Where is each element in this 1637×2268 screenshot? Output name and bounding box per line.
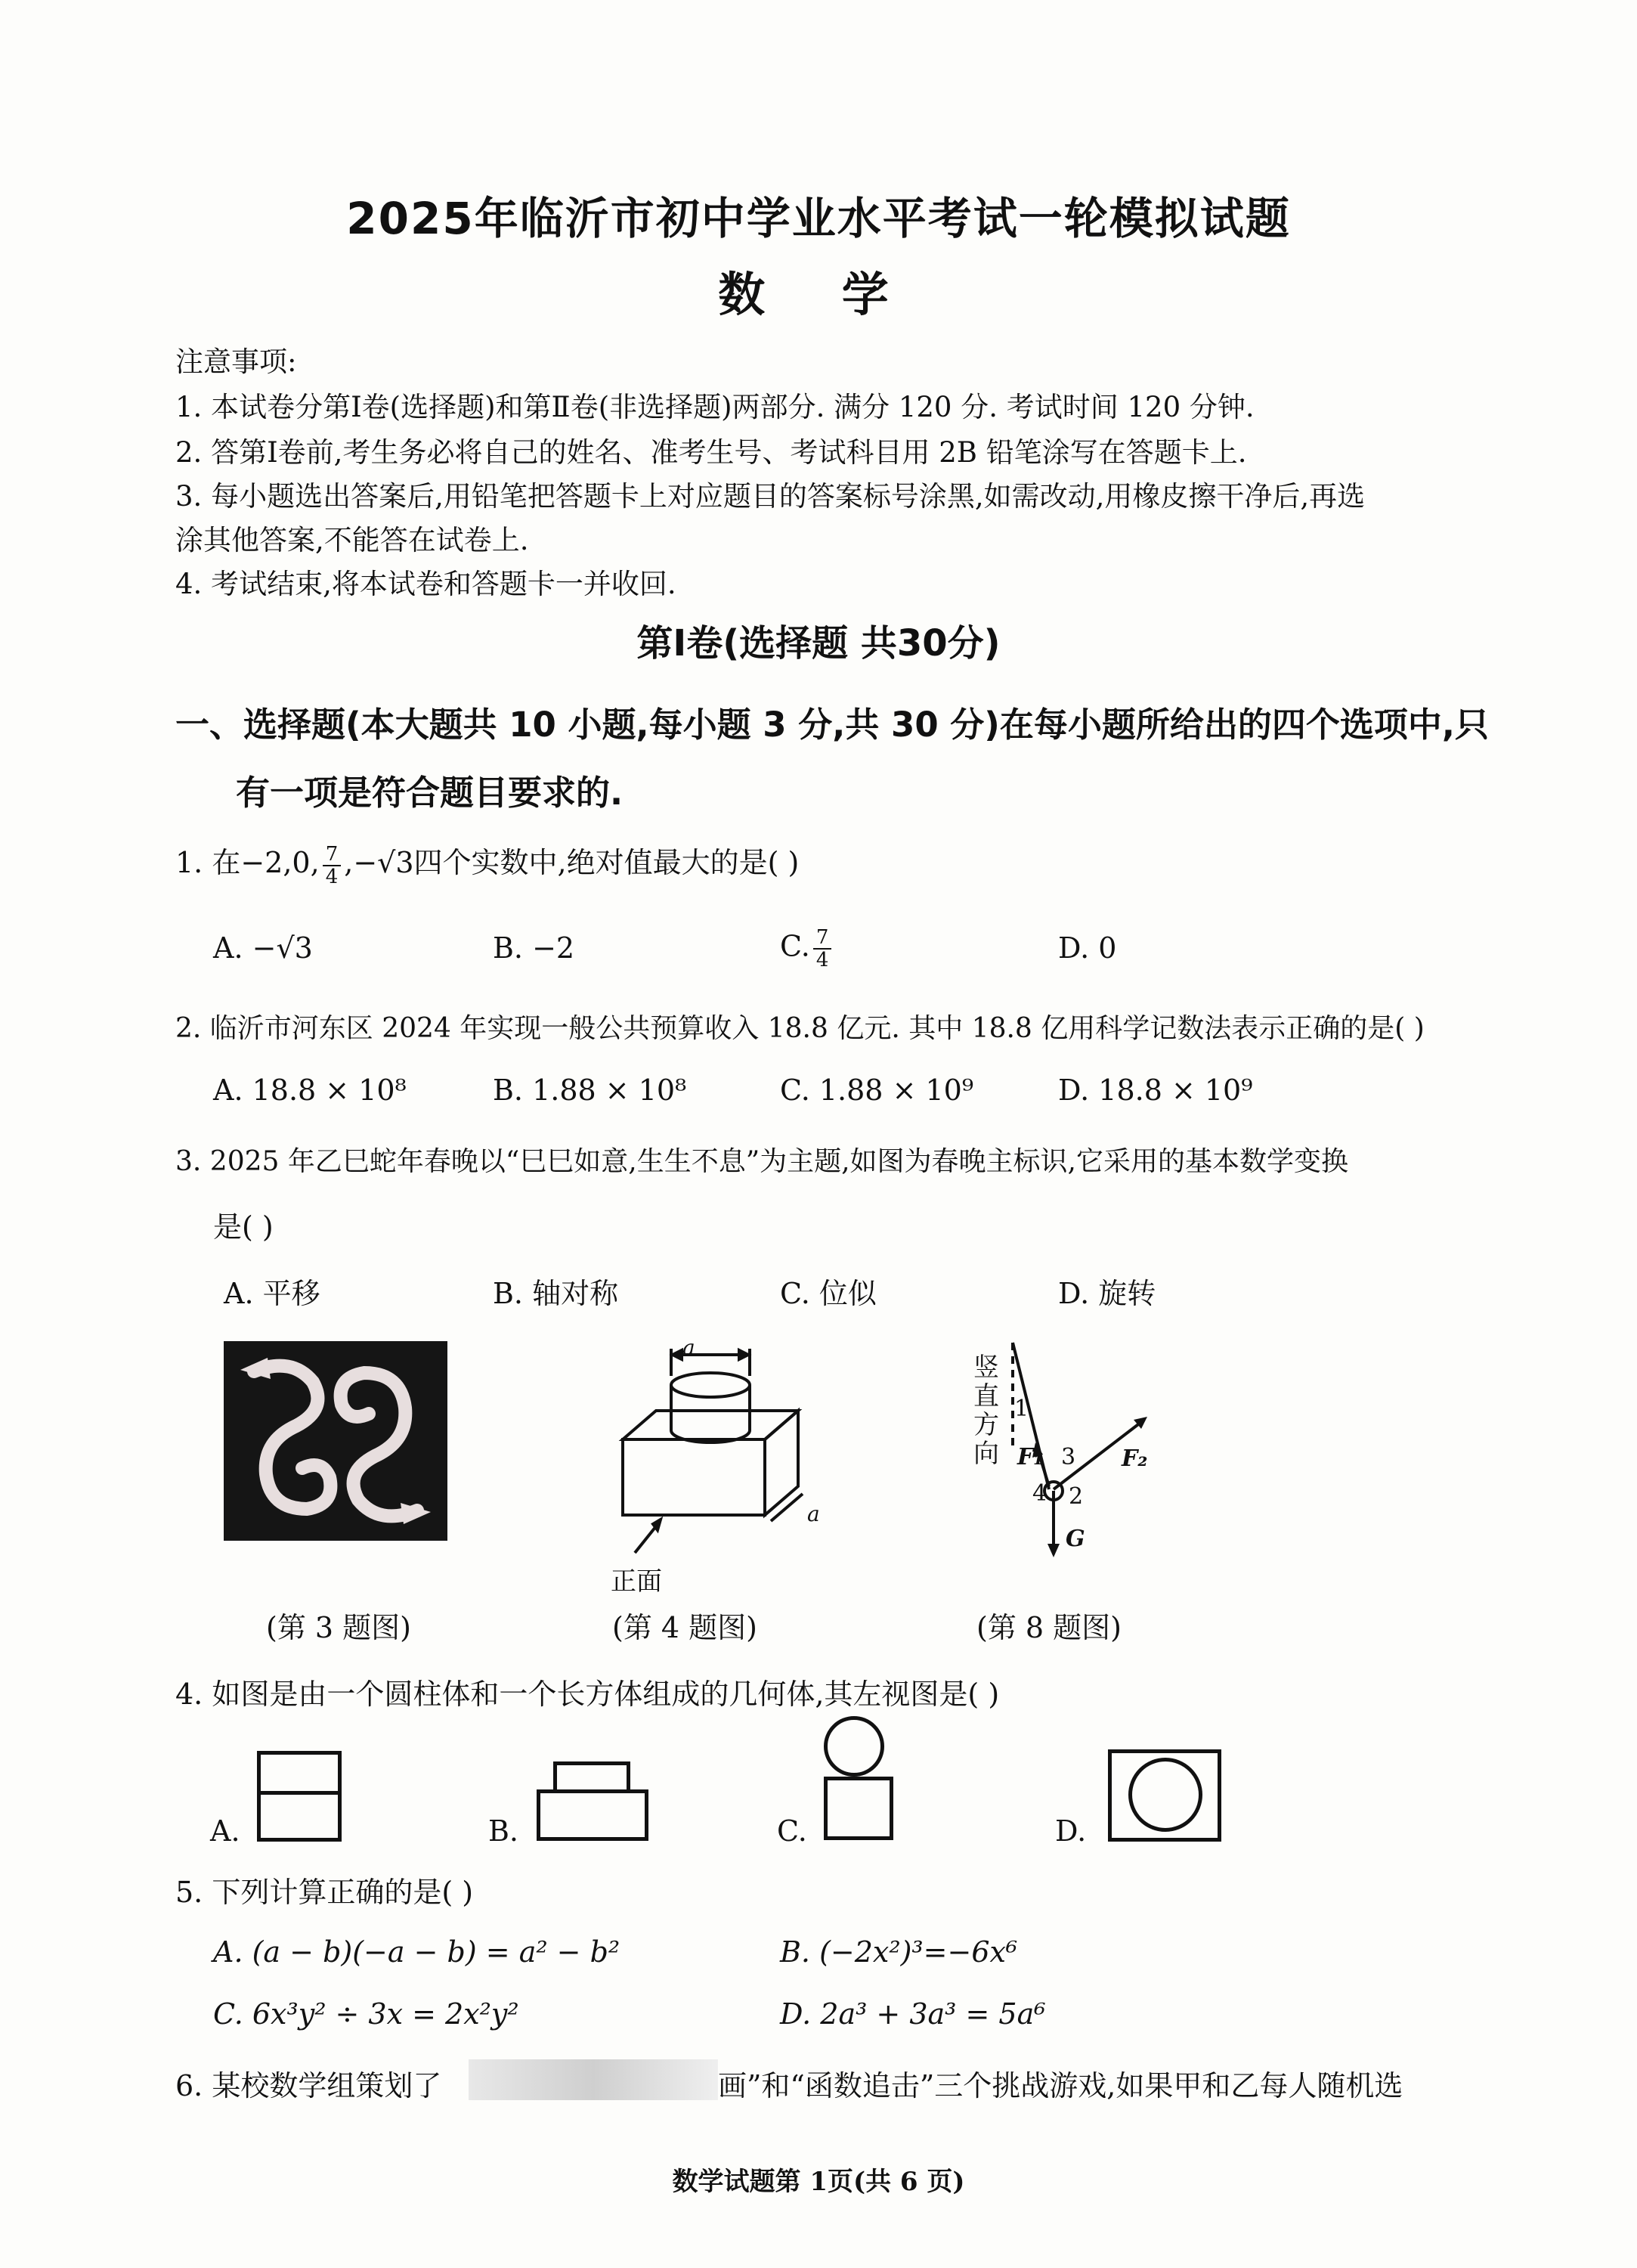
fig8-angle-2: 2 [1069, 1483, 1084, 1510]
fig4-label-a-side: a [807, 1501, 820, 1526]
caption-fig-4: (第 4 题图) [612, 1611, 757, 1644]
question-2-stem: 2. 临沂市河东区 2024 年实现一般公共预算收入 18.8 亿元. 其中 18.8 亿用科学记数法表示正确的是( ) [175, 1013, 1425, 1044]
box-front-face [623, 1439, 765, 1515]
question-4-stem: 4. 如图是由一个圆柱体和一个长方体组成的几何体,其左视图是( ) [175, 1678, 1000, 1711]
fig8-f2-label: F₂ [1122, 1445, 1148, 1472]
exam-title: 2025年临沂市初中学业水平考试一轮模拟试题 [346, 193, 1291, 244]
question-5-stem: 5. 下列计算正确的是( ) [175, 1876, 474, 1909]
q4-option-d-label: D. [1055, 1814, 1087, 1848]
q2-option-d: D. 18.8 × 10⁹ [1058, 1074, 1253, 1107]
notice-heading: 注意事项: [175, 345, 297, 378]
section-title: 第Ⅰ卷(选择题 共30分) [636, 622, 1001, 665]
part-heading-line2: 有一项是符合题目要求的. [236, 773, 624, 813]
q4-option-a-view [257, 1751, 342, 1842]
caption-fig-8: (第 8 题图) [976, 1611, 1122, 1644]
part-heading-line1: 一、选择题(本大题共 10 小题,每小题 3 分,共 30 分)在每小题所给出的四个选项中,只 [175, 705, 1489, 745]
q4-option-c-circle [824, 1716, 884, 1777]
figure-4-solid [605, 1338, 824, 1565]
question-1-stem [175, 839, 799, 888]
notice-item-3: 3. 每小题选出答案后,用铅笔把答题卡上对应题目的答案标号涂黑,如需改动,用橡皮擦干净后,再选 [175, 480, 1366, 513]
fig4-label-front: 正面 [611, 1566, 662, 1597]
fraction-numerator: 7 [323, 844, 342, 866]
q1-option-c-fraction [813, 927, 832, 971]
figure-3-logo [224, 1341, 447, 1541]
q1-option-c [780, 927, 834, 971]
q4-option-b-label: B. [488, 1814, 519, 1848]
redaction-blur [469, 2059, 718, 2100]
q3-option-d: D. 旋转 [1058, 1277, 1156, 1310]
q5-option-d: D. 2a³ + 3a³ = 5a⁶ [780, 1997, 1046, 2031]
q4-option-b-cylinder-view [553, 1761, 630, 1793]
q3-option-b: B. 轴对称 [493, 1277, 619, 1310]
notice-item-4: 4. 考试结束,将本试卷和答题卡一并收回. [175, 568, 676, 600]
notice-item-1: 1. 本试卷分第Ⅰ卷(选择题)和第Ⅱ卷(非选择题)两部分. 满分 120 分. 考试时间 120 分钟. [175, 391, 1255, 423]
q1-option-c-label: C. [780, 929, 810, 963]
q4-option-c-rect [824, 1777, 893, 1840]
fraction-numerator: 7 [813, 927, 832, 950]
fig8-f1-label: F₁ [1017, 1444, 1044, 1470]
question-3-stem: 3. 2025 年乙巳蛇年春晚以“巳巳如意,生生不息”为主题,如图为春晚主标识,它采用的基本数学变换 [175, 1146, 1348, 1177]
notice-item-3-cont: 涂其他答案,不能答在试卷上. [175, 524, 529, 556]
q4-option-b-box-view [537, 1789, 648, 1841]
cylinder-top [671, 1373, 750, 1397]
fig8-vertical-direction: 竖直方向 [973, 1352, 999, 1469]
q3-option-c: C. 位似 [780, 1277, 877, 1310]
q5-option-c: C. 6x³y² ÷ 3x = 2x²y² [213, 1997, 519, 2031]
question-1-stem-a: 1. 在−2,0, [175, 846, 320, 879]
q1-option-a: A. −√3 [213, 931, 313, 965]
fig8-angle-4: 4 [1032, 1480, 1047, 1507]
q1-option-d: D. 0 [1058, 931, 1117, 965]
q1-option-b: B. −2 [493, 931, 575, 965]
box-side-face [765, 1411, 798, 1515]
q2-option-c: C. 1.88 × 10⁹ [780, 1074, 974, 1107]
question-1-stem-b: ,−√3四个实数中,绝对值最大的是( ) [344, 846, 800, 879]
fig8-angle-1: 1 [1014, 1396, 1029, 1422]
q4-option-c-label: C. [777, 1814, 807, 1848]
question-6-stem-a: 6. 某校数学组策划了 [175, 2069, 442, 2102]
q4-option-d-rect [1108, 1749, 1221, 1842]
fraction-denominator: 4 [325, 865, 339, 888]
q2-option-a: A. 18.8 × 10⁸ [213, 1074, 407, 1107]
question-3-stem-cont: 是( ) [213, 1210, 274, 1244]
fraction-denominator: 4 [815, 949, 829, 971]
notice-item-2: 2. 答第Ⅰ卷前,考生务必将自己的姓名、准考生号、考试科目用 2B 铅笔涂写在答题卡上. [175, 436, 1247, 469]
fraction-seven-quarters [323, 844, 342, 888]
caption-fig-3: (第 3 题图) [266, 1611, 411, 1644]
q4-option-a-label: A. [210, 1814, 240, 1848]
question-6-stem-b: 画”和“函数追击”三个挑战游戏,如果甲和乙每人随机选 [718, 2069, 1403, 2102]
fig4-label-a-top: a [682, 1335, 695, 1360]
q3-option-a: A. 平移 [224, 1277, 320, 1310]
q5-option-a: A. (a − b)(−a − b) = a² − b² [213, 1935, 620, 1969]
q2-option-b: B. 1.88 × 10⁸ [493, 1074, 687, 1107]
q5-option-b: B. (−2x²)³=−6x⁶ [780, 1935, 1018, 1969]
subject-title: 数 学 [718, 267, 919, 322]
page-footer: 数学试题第 1页(共 6 页) [672, 2167, 965, 2197]
fig8-angle-3: 3 [1061, 1444, 1076, 1470]
fig8-g-label: G [1066, 1526, 1085, 1552]
